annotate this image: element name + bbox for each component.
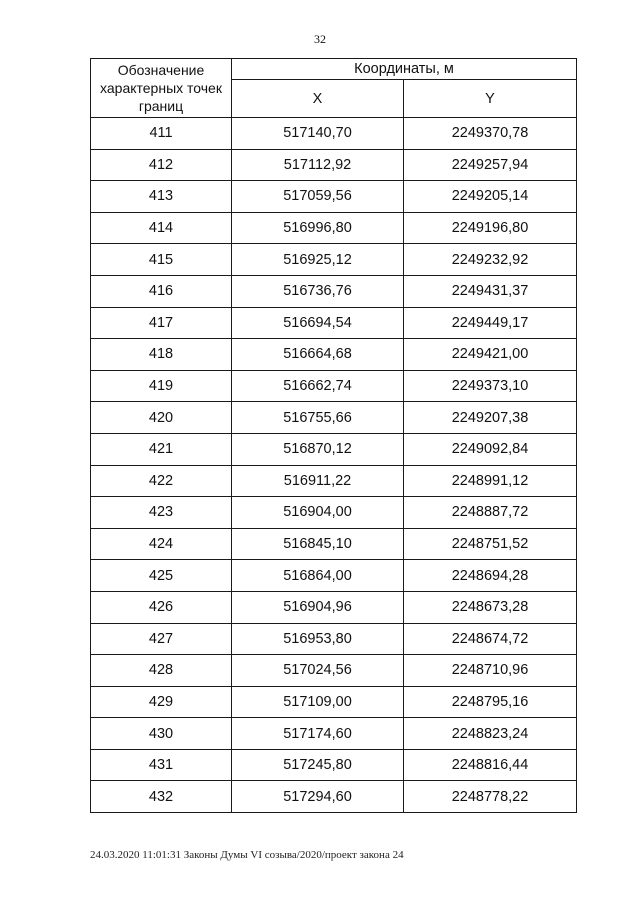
x-coordinate-cell: 517174,60 (232, 718, 404, 750)
y-coordinate-cell: 2249205,14 (404, 181, 577, 213)
coordinates-table (90, 58, 577, 813)
table-row (91, 307, 577, 339)
x-coordinate-cell: 516864,00 (232, 560, 404, 592)
x-coordinate-cell: 517294,60 (232, 781, 404, 813)
y-coordinate-cell: 2249196,80 (404, 212, 577, 244)
x-coordinate-cell: 516662,74 (232, 370, 404, 402)
y-coordinate-cell: 2248816,44 (404, 749, 577, 781)
designation-header-line3: границ (138, 98, 184, 114)
table-row (91, 591, 577, 623)
x-coordinate-cell: 517245,80 (232, 749, 404, 781)
y-coordinate-cell: 2249373,10 (404, 370, 577, 402)
table-row (91, 686, 577, 718)
x-coordinate-cell: 516755,66 (232, 402, 404, 434)
x-coordinate-cell: 516845,10 (232, 528, 404, 560)
point-id-cell: 420 (91, 402, 232, 434)
y-coordinate-cell: 2248887,72 (404, 497, 577, 529)
y-coordinate-cell: 2248710,96 (404, 655, 577, 687)
table-row (91, 370, 577, 402)
y-coordinate-cell: 2248674,72 (404, 623, 577, 655)
x-coordinate-cell: 517112,92 (232, 149, 404, 181)
y-coordinate-cell: 2249431,37 (404, 275, 577, 307)
point-id-cell: 418 (91, 339, 232, 371)
point-id-cell: 416 (91, 275, 232, 307)
table-row (91, 623, 577, 655)
point-id-cell: 411 (91, 118, 232, 150)
y-coordinate-cell: 2248823,24 (404, 718, 577, 750)
x-coordinate-cell: 516694,54 (232, 307, 404, 339)
page-number: 32 (314, 32, 326, 46)
y-coordinate-cell: 2249257,94 (404, 149, 577, 181)
table-row (91, 749, 577, 781)
x-coordinate-cell: 517140,70 (232, 118, 404, 150)
point-id-cell: 431 (91, 749, 232, 781)
point-id-cell: 427 (91, 623, 232, 655)
point-id-cell: 412 (91, 149, 232, 181)
y-coordinate-cell: 2248694,28 (404, 560, 577, 592)
table-header-row (91, 59, 577, 80)
y-coordinate-cell: 2249449,17 (404, 307, 577, 339)
table-row (91, 465, 577, 497)
y-coordinate-cell: 2249207,38 (404, 402, 577, 434)
coordinates-header: Координаты, м (232, 59, 577, 80)
y-coordinate-cell: 2249232,92 (404, 244, 577, 276)
x-coordinate-cell: 516664,68 (232, 339, 404, 371)
document-footer: 24.03.2020 11:01:31 Законы Думы VI созыва/2020/проект закона 24 (90, 849, 404, 861)
x-coordinate-cell: 516904,00 (232, 497, 404, 529)
point-id-cell: 422 (91, 465, 232, 497)
table-body (91, 118, 577, 813)
x-coordinate-cell: 516904,96 (232, 591, 404, 623)
y-column-header: Y (404, 80, 577, 118)
table-row (91, 781, 577, 813)
table-row (91, 244, 577, 276)
point-id-cell: 421 (91, 433, 232, 465)
table-row (91, 402, 577, 434)
designation-header-line2: характерных точек (100, 80, 222, 96)
x-coordinate-cell: 516996,80 (232, 212, 404, 244)
designation-header-line1: Обозначение (117, 62, 205, 78)
table-row (91, 181, 577, 213)
table-row (91, 433, 577, 465)
y-coordinate-cell: 2248673,28 (404, 591, 577, 623)
point-id-cell: 413 (91, 181, 232, 213)
x-coordinate-cell: 517024,56 (232, 655, 404, 687)
x-coordinate-cell: 516953,80 (232, 623, 404, 655)
x-column-header: X (232, 80, 404, 118)
table-row (91, 718, 577, 750)
table-row (91, 339, 577, 371)
point-id-cell: 415 (91, 244, 232, 276)
table-row (91, 560, 577, 592)
table-row (91, 118, 577, 150)
point-id-cell: 423 (91, 497, 232, 529)
point-id-cell: 424 (91, 528, 232, 560)
point-id-cell: 414 (91, 212, 232, 244)
y-coordinate-cell: 2248778,22 (404, 781, 577, 813)
point-id-cell: 417 (91, 307, 232, 339)
x-coordinate-cell: 516736,76 (232, 275, 404, 307)
point-id-cell: 430 (91, 718, 232, 750)
y-coordinate-cell: 2249421,00 (404, 339, 577, 371)
y-coordinate-cell: 2248991,12 (404, 465, 577, 497)
y-coordinate-cell: 2248795,16 (404, 686, 577, 718)
point-id-cell: 432 (91, 781, 232, 813)
table-row (91, 655, 577, 687)
table-row (91, 528, 577, 560)
point-id-cell: 425 (91, 560, 232, 592)
x-coordinate-cell: 517109,00 (232, 686, 404, 718)
point-id-cell: 426 (91, 591, 232, 623)
x-coordinate-cell: 516925,12 (232, 244, 404, 276)
y-coordinate-cell: 2249370,78 (404, 118, 577, 150)
table-row (91, 149, 577, 181)
point-id-cell: 419 (91, 370, 232, 402)
table-row (91, 275, 577, 307)
table-row (91, 212, 577, 244)
point-id-cell: 428 (91, 655, 232, 687)
point-id-cell: 429 (91, 686, 232, 718)
x-coordinate-cell: 516911,22 (232, 465, 404, 497)
y-coordinate-cell: 2249092,84 (404, 433, 577, 465)
x-coordinate-cell: 517059,56 (232, 181, 404, 213)
x-coordinate-cell: 516870,12 (232, 433, 404, 465)
table-row (91, 497, 577, 529)
y-coordinate-cell: 2248751,52 (404, 528, 577, 560)
designation-header (91, 59, 232, 118)
